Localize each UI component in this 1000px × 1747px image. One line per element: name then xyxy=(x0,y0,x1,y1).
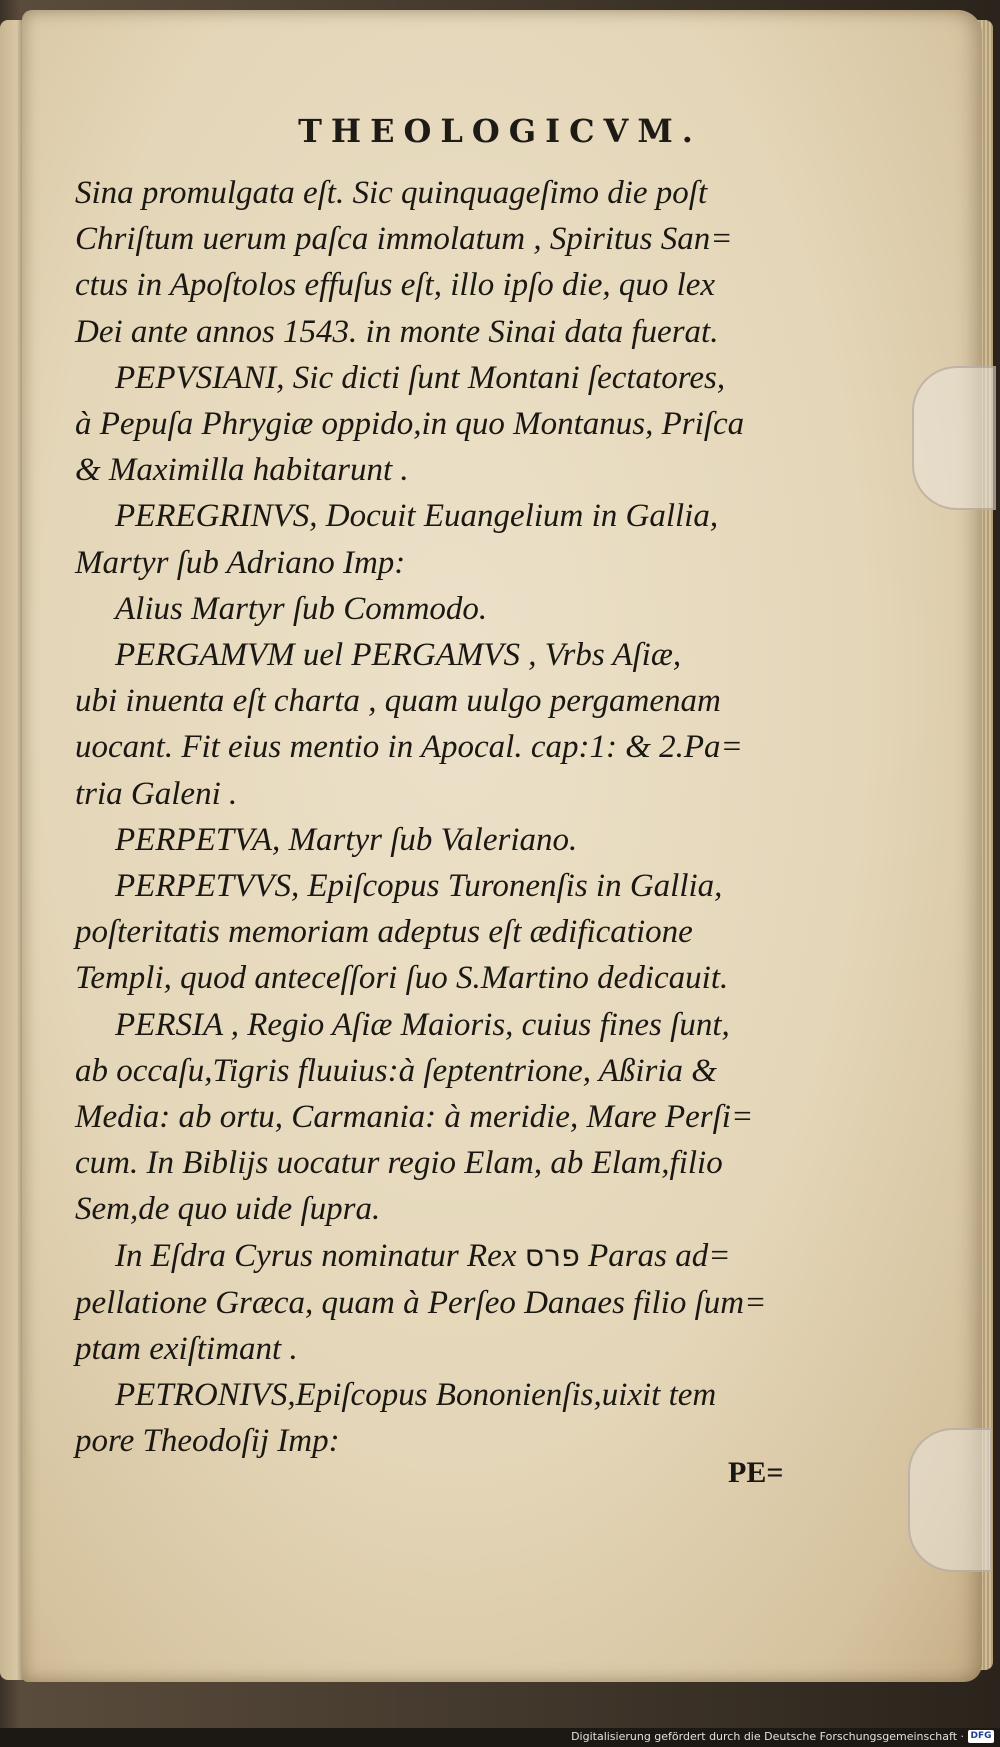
text-line: à Pepuſa Phrygiæ oppido,in quo Montanus, Priſca xyxy=(75,406,745,443)
entry-persia: PERSIA , Regio Aſiæ Maioris, cuius fines ſunt, xyxy=(115,1006,730,1043)
entry-perpetua: PERPETVA, Martyr ſub Valeriano. xyxy=(115,821,578,858)
text-line: Chriſtum uerum paſca immolatum , Spiritus San= xyxy=(75,221,733,258)
text-line: Media: ab ortu, Carmania: à meridie, Mare Perſi= xyxy=(75,1099,754,1136)
text-line: Sina promulgata eſt. Sic quinquageſimo die poſt xyxy=(75,175,708,211)
entry-petronius: PETRONIVS,Epiſcopus Bononienſis,uixit tem xyxy=(115,1377,717,1414)
esdra-text-before: In Eſdra Cyrus nominatur Rex xyxy=(115,1237,517,1274)
running-header: THEOLOGICVM. xyxy=(298,112,702,150)
digitization-credit: Digitalisierung gefördert durch die Deutsche Forschungsgemeinschaft · xyxy=(571,1730,964,1743)
clear-page-tab-lower xyxy=(908,1428,992,1572)
text-line: Alius Martyr ſub Commodo. xyxy=(115,590,488,627)
entry-peregrinus: PEREGRINVS, Docuit Euangelium in Gallia, xyxy=(115,498,719,535)
text-line: Sem,de quo uide ſupra. xyxy=(75,1191,381,1228)
text-line: pellatione Græca, quam à Perſeo Danaes filio ſum= xyxy=(75,1284,767,1321)
text-line: cum. In Biblijs uocatur regio Elam, ab Elam,filio xyxy=(75,1145,723,1182)
text-line: uocant. Fit eius mentio in Apocal. cap:1: & 2.Pa= xyxy=(75,729,743,766)
esdra-text-after: Paras ad= xyxy=(588,1237,731,1274)
text-line: tria Galeni . xyxy=(75,775,238,812)
text-line: poſteritatis memoriam adeptus eſt ædificatione xyxy=(75,914,693,951)
page-body-text xyxy=(75,170,810,1465)
catchword: PE= xyxy=(728,1456,784,1489)
dfg-logo: DFG xyxy=(968,1730,994,1743)
text-line: ptam exiſtimant . xyxy=(75,1331,298,1368)
entry-perpetuus: PERPETVVS, Epiſcopus Turonenſis in Gallia, xyxy=(115,868,723,905)
text-line: ab occaſu,Tigris fluuius:à ſeptentrione, Aßiria & xyxy=(75,1052,717,1089)
text-line: ubi inuenta eſt charta , quam uulgo pergamenam xyxy=(75,683,721,720)
entry-pergamum: PERGAMVM uel PERGAMVS , Vrbs Aſiæ, xyxy=(115,637,682,674)
entry-esdra xyxy=(75,1233,810,1280)
entry-pepusiani: PEPVSIANI, Sic dicti ſunt Montani ſectatores, xyxy=(115,359,726,396)
text-line: & Maximilla habitarunt . xyxy=(75,452,409,489)
clear-page-tab-upper xyxy=(912,366,996,510)
text-line: Martyr ſub Adriano Imp: xyxy=(75,544,406,581)
text-line: Templi, quod anteceſſori ſuo S.Martino dedicauit. xyxy=(75,960,729,997)
hebrew-word: פרס xyxy=(524,1238,580,1274)
text-line: ctus in Apoſtolos effuſus eſt, illo ipſo die, quo lex xyxy=(75,267,716,304)
text-line: pore Theodoſij Imp: xyxy=(75,1423,340,1460)
text-line: Dei ante annos 1543. in monte Sinai data fuerat. xyxy=(75,313,719,350)
